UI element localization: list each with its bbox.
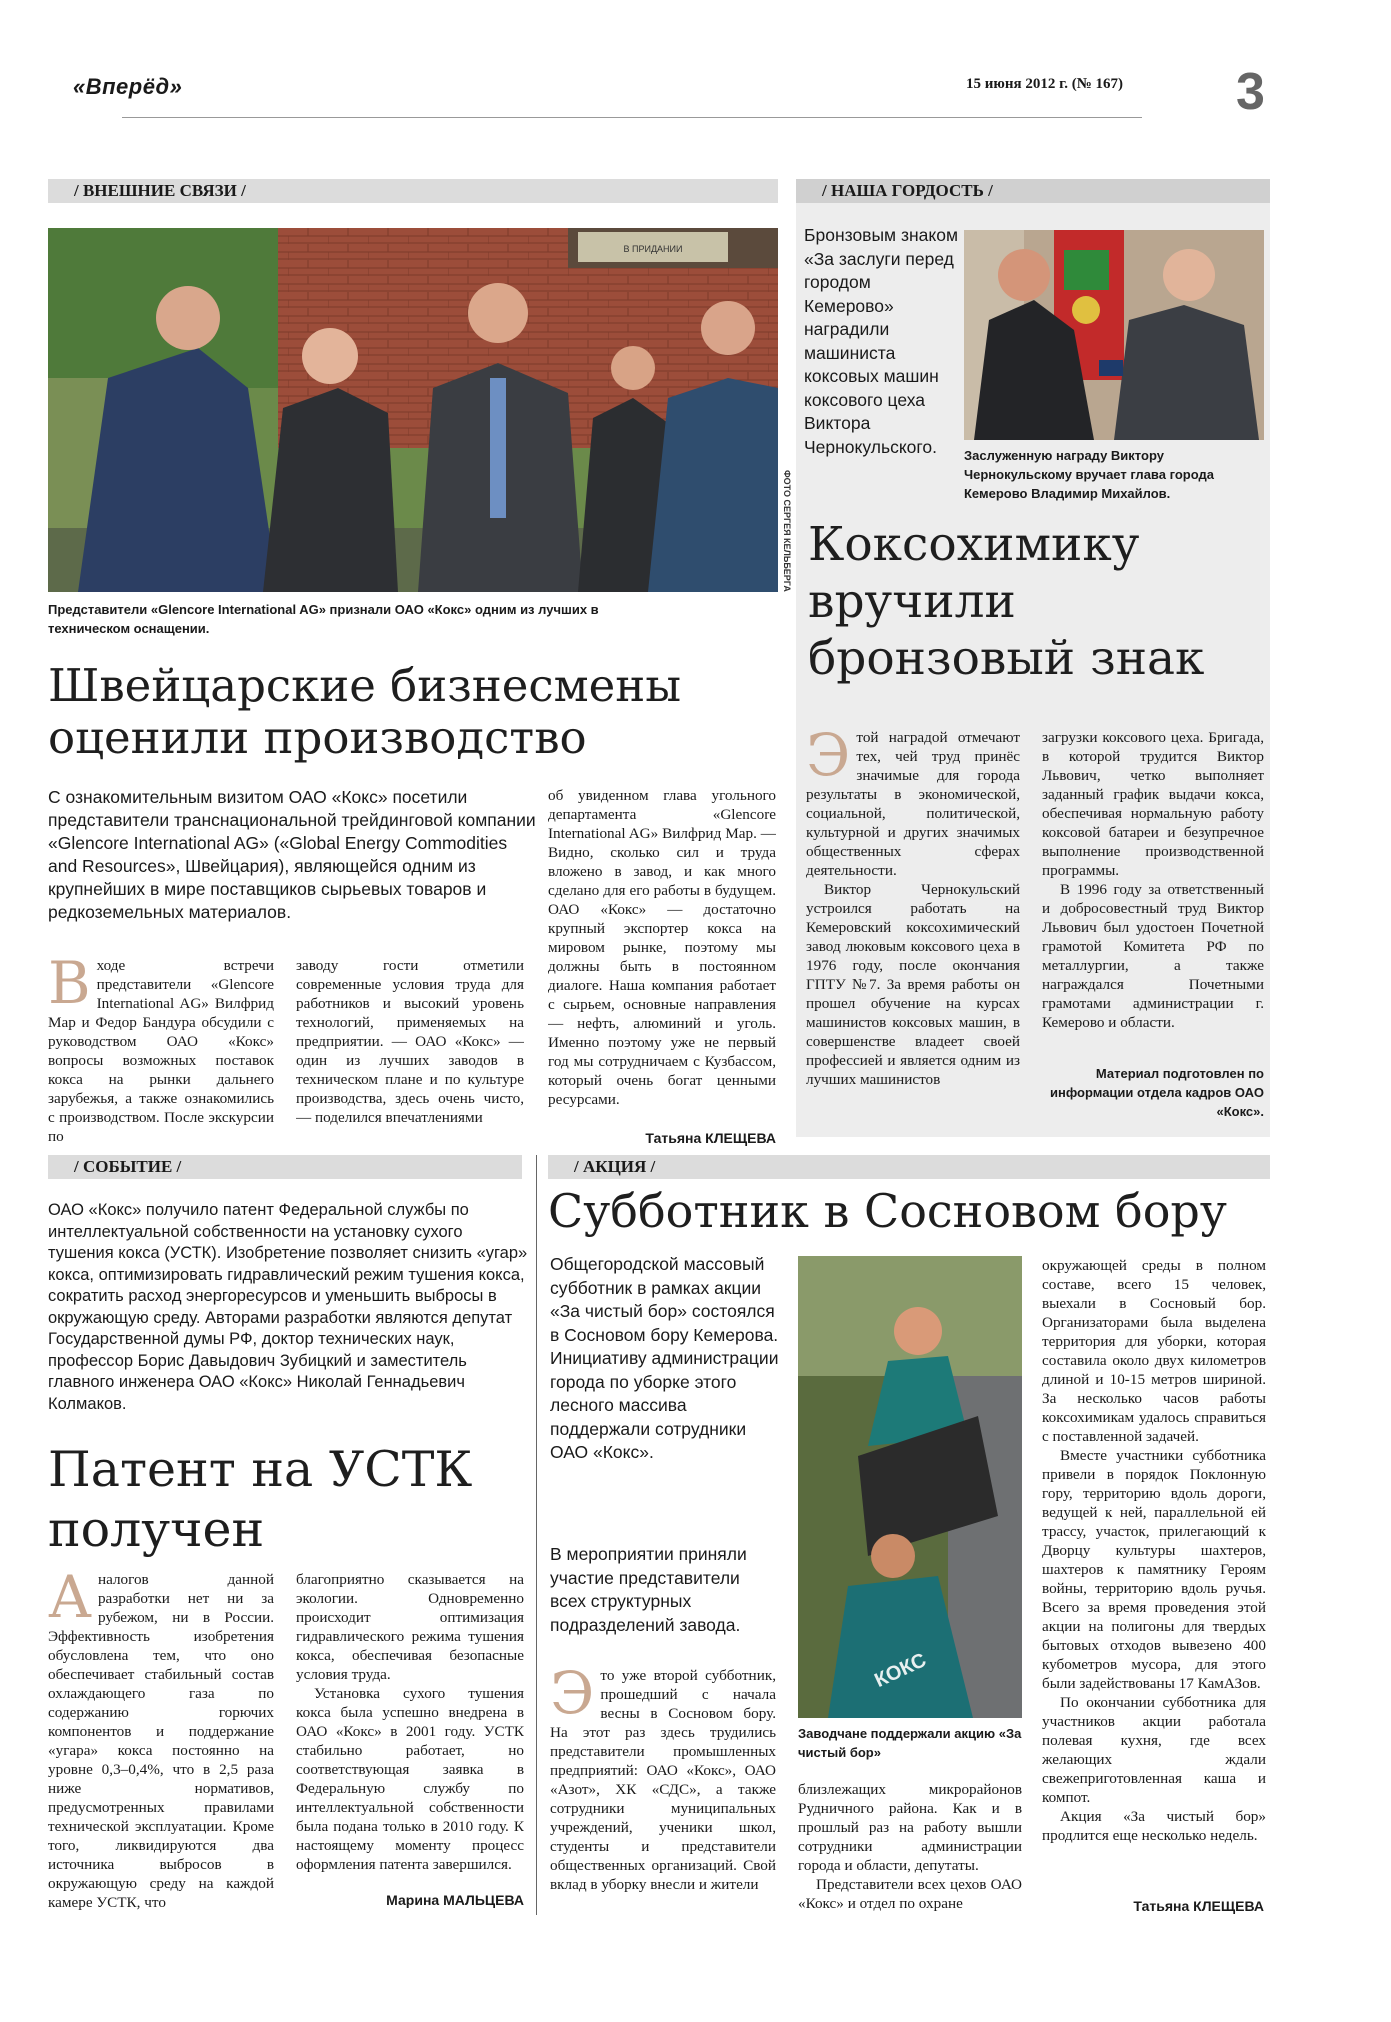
swiss-headline: Швейцарские бизнесмены оценили производство (48, 659, 682, 764)
pride-col1a-text: той наградой отмечают тех, чей труд принёс значимые для города результаты в экономической, социальной, политической, культурной и других значимых общественных сферах деятельности. (806, 729, 1020, 879)
patent-col2b-text: Установка сухого тушения кокса была успешно внедрена в ОАО «Кокс» в 2001 году. УСТК стабильно работает, но соответствующая заявка в Федеральную службу по интеллектуальной собственности была подана только в 2010 году. К настоящему моменту процесс оформления патента завершился. (296, 1685, 524, 1873)
issue-date: 15 июня 2012 г. (№ 167) (966, 76, 1124, 92)
patent-column-2 (296, 1570, 524, 1888)
award-photo-caption: Заслуженную награду Виктору Чернокульскому вручает глава города Кемерово Владимир Михайлов. (964, 448, 1214, 501)
rubric-action: / АКЦИЯ / (548, 1155, 1270, 1179)
pride-column-1 (806, 728, 1020, 1120)
page-number: 3 (1236, 63, 1265, 121)
subbotnik-illustration (798, 1256, 1022, 1718)
pride-lead: Бронзовым знаком «За заслуги перед городом Кемерово» наградили машиниста коксовых машин коксового цеха Виктора Чернокульского. (804, 225, 958, 457)
subbotnik-col3b-text: Вместе участники субботника привели в порядок Поклонную гору, территорию вдоль дороги, ведущей к ней, параллельной ей трассу, участок, прилегающий к Дворцу культуры шахтеров, шахтеров к памятнику Героям войны, территорию вдоль ручья. Всего за время проведения этой акции на полигоны для твердых бытовых отходов вывезено 400 кубометров мусора, для этого были задействованы 17 КамАЗов. (1042, 1447, 1266, 1692)
subbotnik-col2a-text: близлежащих микрорайонов Рудничного района. Как и в прошлый раз на работу вышли сотрудники администрации города и области, депутаты. (798, 1781, 1022, 1874)
subbotnik-column-2 (798, 1780, 1022, 1916)
pride-col2a-text: загрузки коксового цеха. Бригада, в которой трудится Виктор Львович, четко выполняет заданный график выдачи кокса, обеспечивая нормальную работу коксовой батареи и безупречное выполнение производственной программы. (1042, 729, 1264, 879)
pride-drop-letter: Э (806, 728, 851, 789)
subbotnik-col3a-text: окружающей среды в полном составе, всего 15 человек, выехали в Сосновый бор. Организаторами была выделена территория для уборки, которая составила около двух километров длиной и 10-15 метров шириной. За несколько часов работы коксохимикам удалось справиться с поставленной задачей. (1042, 1257, 1266, 1445)
patent-column-1 (48, 1570, 274, 1910)
patent-lead: ОАО «Кокс» получило патент Федеральной службы по интеллектуальной собственности на установку сухого тушения кокса (УСТК). Изобретение позволяет снизить «угар» кокса, оптимизировать гидравлический режим тушения кокса, сократить расход энергоресурсов и уменьшить выбросы в окружающую среду. Авторами разработки являются депутат Государственной думы РФ, доктор технических наук, профессор Борис Давыдович Зубицкий и заместитель главного инженера ОАО «Кокс» Николай Геннадьевич Колмаков. (48, 1201, 528, 1413)
swiss-delegation-photo (48, 228, 778, 592)
subbotnik-lead-2: В мероприятии приняли участие представители всех структурных подразделений завода. (550, 1544, 747, 1635)
subbotnik-drop-letter: Э (550, 1666, 595, 1727)
swiss-col1-text: ходе встречи представители «Glencore International AG» Вилфрид Мар и Федор Бандура обсудили с руководством ОАО «Кокс» вопросы возможных поставок кокса на рынки дальнего зарубежья, а также ознакомились с производством. После экскурсии по (48, 957, 274, 1145)
swiss-author: Татьяна КЛЕЩЕВА (645, 1130, 776, 1146)
swiss-lead: С ознакомительным визитом ОАО «Кокс» посетили представители транснациональной трейдинговой компании «Glencore International AG» («Global Energy Commodities and Resources», Швейцария), являющейся одним из крупнейших в мире поставщиков сырьевых товаров и редкоземельных материалов. (48, 787, 536, 922)
swiss-photo-caption: Представители «Glencore International AG» признали ОАО «Кокс» одним из лучших в техническом оснащении. (48, 602, 599, 636)
swiss-column-2 (296, 956, 524, 1151)
subbotnik-column-1 (550, 1666, 776, 1916)
subbotnik-column-3 (1042, 1256, 1266, 1896)
swiss-col3-text: об увиденном глава угольного департамента «Glencore International AG» Вилфрид Мар. — Видно, сколько сил и труда вложено в завод, и как много сделано для его работы в будущем. ОАО «Кокс» — достаточно крупный экспортер кокса на мировом рынке, поэтому мы должны быть в постоянном диалоге. Наша компания работает с сырьем, основные направления — нефть, алюминий и уголь. Именно поэтому уже не первый год мы сотрудничаем с Кузбассом, который очень богат ценными ресурсами. (548, 787, 776, 1108)
vest-label: КОКС (871, 1649, 930, 1692)
pride-column-2 (1042, 728, 1264, 1064)
pride-headline: Коксохимику вручили бронзовый знак (808, 517, 1205, 686)
swiss-drop-letter: В (48, 956, 91, 1017)
subbotnik-col3c-text: По окончании субботника для участников акции работала полевая кухня, где всех желающих ждали свежеприготовленная каша и компот. (1042, 1694, 1266, 1806)
pride-col2b-text: В 1996 году за ответственный и добросовестный труд Виктор Львович был удостоен Почетной грамотой Комитета РФ по металлургии, а также награждался Почетными грамотами администрации г. Кемерово и области. (1042, 881, 1264, 1031)
pride-col1b-text: Виктор Чернокульский устроился работать на Кемеровский коксохимический завод люковым коксового цеха в 1976 году, после окончания ГПТУ №7. За время работы он прошел обучение на курсах машинистов коксовых машин, в совершенстве владеет своей профессией и является одним из лучших машинистов (806, 881, 1020, 1088)
subbotnik-col3d-text: Акция «За чистый бор» продлится еще несколько недель. (1042, 1808, 1266, 1844)
subbotnik-author: Татьяна КЛЕЩЕВА (1133, 1898, 1264, 1914)
swiss-column-1 (48, 956, 274, 1151)
award-illustration (964, 230, 1264, 440)
subbotnik-headline: Субботник в Сосновом бору (548, 1184, 1227, 1238)
photo-sign-text: В ПРИДАНИИ (623, 244, 683, 254)
patent-drop-letter: А (48, 1570, 92, 1631)
patent-col1-text: налогов данной разработки нет ни за рубежом, ни в России. Эффективность изобретения обусловлена тем, что оно обеспечивает стабильный состав охлаждающего газа по содержанию горючих компонентов и поддержание «угара» кокса постоянно на уровне 0,3–0,4%, что в 2,5 раза ниже нормативов, предусмотренных правилами технической эксплуатации. Кроме того, ликвидируются два источника выбросов в окружающую среду на каждой камере УСТК, что (48, 1571, 274, 1910)
swiss-col2-text: заводу гости отметили современные условия труда для работников и высокий уровень технологий, применяемых на предприятии. — ОАО «Кокс» — один из лучших заводов в техническом плане и по культуре производства, здесь очень чисто, — поделился впечатлениями (296, 957, 524, 1126)
rubric-our-pride: / НАША ГОРДОСТЬ / (796, 179, 1270, 203)
patent-headline: Патент на УСТК получен (48, 1441, 473, 1558)
patent-author: Марина МАЛЬЦЕВА (386, 1892, 524, 1908)
swiss-column-3 (548, 786, 776, 1134)
column-divider (536, 1155, 537, 1915)
masthead: «Вперёд» (73, 74, 183, 99)
pride-credit: Материал подготовлен по информации отдела кадров ОАО «Кокс». (1049, 1066, 1264, 1119)
subbotnik-photo-caption: Заводчане поддержали акцию «За чистый бор» (798, 1726, 1022, 1760)
header-rule (122, 117, 1142, 118)
subbotnik-col1-text: то уже второй субботник, прошедший с начала весны в Сосновом бору. На этот раз здесь трудились представители промышленных предприятий: ОАО «Кокс», ОАО «Азот», ХК «СДС», а также сотрудники муниципальных учреждений, ученики школ, студенты и представители общественных организаций. Свой вклад в уборку внесли и жители (550, 1667, 776, 1893)
subbotnik-photo (798, 1256, 1022, 1718)
award-photo (964, 230, 1264, 440)
subbotnik-lead-1: Общегородской массовый субботник в рамках акции «За чистый бор» состоялся в Сосновом бору Кемерова. Инициативу администрации города по уборке этого лесного массива поддержали сотрудники ОАО «Кокс». (550, 1254, 779, 1462)
patent-col2a-text: благоприятно сказывается на экологии. Одновременно происходит оптимизация гидравлического режима тушения кокса, обеспечивая безопасные условия труда. (296, 1571, 524, 1683)
photo-illustration (48, 228, 778, 592)
photo-credit: ФОТО СЕРГЕЯ КЕЛЬБЕРГА (782, 470, 792, 592)
subbotnik-col2b-text: Представители всех цехов ОАО «Кокс» и отдел по охране (798, 1876, 1022, 1912)
rubric-event: / СОБЫТИЕ / (48, 1155, 522, 1179)
rubric-external-relations: / ВНЕШНИЕ СВЯЗИ / (48, 179, 778, 203)
